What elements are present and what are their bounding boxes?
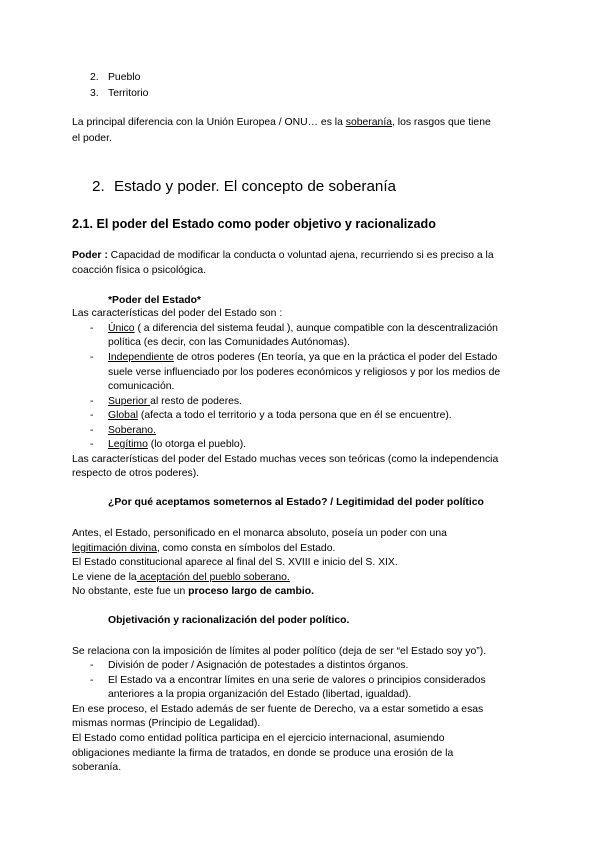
objetivacion-bullet-2-line-1: El Estado va a encontrar límites en una serie de valores o principios considerados <box>108 675 486 686</box>
item-legitimo: Legítimo (lo otorga el pueblo). <box>108 439 247 450</box>
objetivacion-line-1: Se relaciona con la imposición de límites al poder político (deja de ser “el Estado soy yo”). <box>72 646 487 657</box>
bullet-dash: - <box>90 675 94 686</box>
intro-line-1: La principal diferencia con la Unión Europea / ONU… es la soberanía, los rasgos que tiene <box>72 117 491 128</box>
caracteristicas-closing-line-1: Las características del poder del Estado muchas veces son teóricas (como la independencia <box>72 454 499 465</box>
legitimidad-line-4: Le viene de la aceptación del pueblo soberano. <box>72 572 290 583</box>
legitimidad-line-5: No obstante, este fue un proceso largo de cambio. <box>72 586 314 597</box>
item-independiente-line-2: suele verse influenciado por los poderes económicos y religiosos y por los medios de <box>108 367 501 378</box>
poder-definition-line-2: coacción física o psicológica. <box>72 265 206 276</box>
document-page: 2. Pueblo 3. Territorio La principal diferencia con la Unión Europea / ONU… es la soberanía, los rasgos que tiene el poder. 2. Estado y poder. El concepto de soberanía 2.1. El poder del Estado como poder objetivo y racionalizado Poder : Capacidad de modificar la conducta o voluntad ajena, recurriendo si es preciso a la coacción física o psicológica. *Poder del Estado* Las características del poder del Estado son : - Único ( a diferencia del sistema feudal ), aunque compatible con la descentralización política (es decir, con las Comunidades Autónomas). - Independiente de otros poderes (En teoría, ya que en la práctica el poder del Estado suele verse influenciado por los poderes económicos y religiosos y por los medios de comunicación. - Superior al resto de poderes. - Global (afecta a todo el territorio y a toda persona que en él se encuentre). - Soberano. - Legítimo (lo otorga el pueblo). Las características del poder del Estado muchas veces son teóricas (como la independencia respecto de otros poderes). ¿Por qué aceptamos someternos al Estado? / Legitimidad del poder político Antes, el Estado, personificado en el monarca absoluto, poseía un poder con una legitimación divina, como consta en símbolos del Estado. El Estado constitucional aparece al final del S. XVIII e inicio del S. XIX. Le viene de la aceptación del pueblo soberano. No obstante, este fue un proceso largo de cambio. Objetivación y racionalización del poder político. Se relaciona con la imposición de límites al poder político (deja de ser “el Estado soy yo”). - División de poder / Asignación de potestades a distintos órganos. - El Estado va a encontrar límites en una serie de valores o principios considerados anteriores a la propia organización del Estado (libertad, igualdad). En ese proceso, el Estado además de ser fuente de Derecho, va a estar sometido a esas mismas normas (Principio de Legalidad). El Estado como entidad política participa en el ejercicio internacional, asumiendo obligaciones mediante la firma de tratados, en donde se produce una erosión de la soberanía. <box>72 72 501 773</box>
bullet-dash: - <box>90 660 94 671</box>
legitimidad-line-3: El Estado constitucional aparece al final del S. XVIII e inicio del S. XIX. <box>72 557 398 568</box>
poder-definition-line-1: Poder : Capacidad de modificar la conducta o voluntad ajena, recurriendo si es preciso a la <box>72 250 494 261</box>
list-item-territorio: Territorio <box>108 88 149 99</box>
soberania-link-text: soberanía <box>345 117 392 128</box>
caracteristicas-closing-line-2: respecto de otros poderes). <box>72 468 200 479</box>
list-number: 2. <box>90 72 99 83</box>
item-soberano: Soberano. <box>108 425 156 436</box>
legitimidad-line-1: Antes, el Estado, personificado en el monarca absoluto, poseía un poder con una <box>72 528 447 539</box>
list-number: 3. <box>90 88 99 99</box>
item-independiente-line-3: comunicación. <box>108 381 175 392</box>
bullet-dash: - <box>90 352 94 363</box>
objetivacion-para-line-4: obligaciones mediante la firma de tratados, en donde se produce una erosión de la <box>72 748 454 759</box>
poder-estado-intro: Las características del poder del Estado son : <box>72 308 283 319</box>
poder-label: Poder : <box>72 250 108 261</box>
objetivacion-para-line-5: soberanía. <box>72 762 122 773</box>
poder-estado-heading: *Poder del Estado* <box>108 295 201 306</box>
bullet-dash: - <box>90 410 94 421</box>
bullet-dash: - <box>90 439 94 450</box>
objetivacion-para-line-3: El Estado como entidad política participa en el ejercicio internacional, asumiendo <box>72 733 445 744</box>
objetivacion-heading: Objetivación y racionalización del poder político. <box>108 615 350 626</box>
item-unico-line-2: política (es decir, con las Comunidades Autónomas). <box>108 337 350 348</box>
bullet-dash: - <box>90 323 94 334</box>
item-global: Global (afecta a todo el territorio y a toda persona que en él se encuentre). <box>108 410 452 421</box>
bullet-dash: - <box>90 425 94 436</box>
objetivacion-para-line-2: mismas normas (Principio de Legalidad). <box>72 718 261 729</box>
objetivacion-para-line-1: En ese proceso, el Estado además de ser fuente de Derecho, va a estar sometido a esas <box>72 704 484 715</box>
section-heading-2-1: 2.1. El poder del Estado como poder objetivo y racionalizado <box>72 217 436 231</box>
objetivacion-bullet-2-line-2: anteriores a la propia organización del Estado (libertad, igualdad). <box>108 689 412 700</box>
intro-line-2: el poder. <box>72 133 112 144</box>
item-independiente-line-1: Independiente de otros poderes (En teoría, ya que en la práctica el poder del Estado <box>108 352 498 363</box>
bullet-dash: - <box>90 396 94 407</box>
item-superior: Superior al resto de poderes. <box>108 396 243 407</box>
legitimidad-heading: ¿Por qué aceptamos someternos al Estado? / Legitimidad del poder político <box>108 497 484 508</box>
objetivacion-bullet-1: División de poder / Asignación de potestades a distintos órganos. <box>108 660 409 671</box>
list-item-pueblo: Pueblo <box>108 72 141 83</box>
item-unico-line-1: Único ( a diferencia del sistema feudal ), aunque compatible con la descentralización <box>108 323 498 334</box>
legitimidad-line-2: legitimación divina, como consta en símbolos del Estado. <box>72 543 336 554</box>
